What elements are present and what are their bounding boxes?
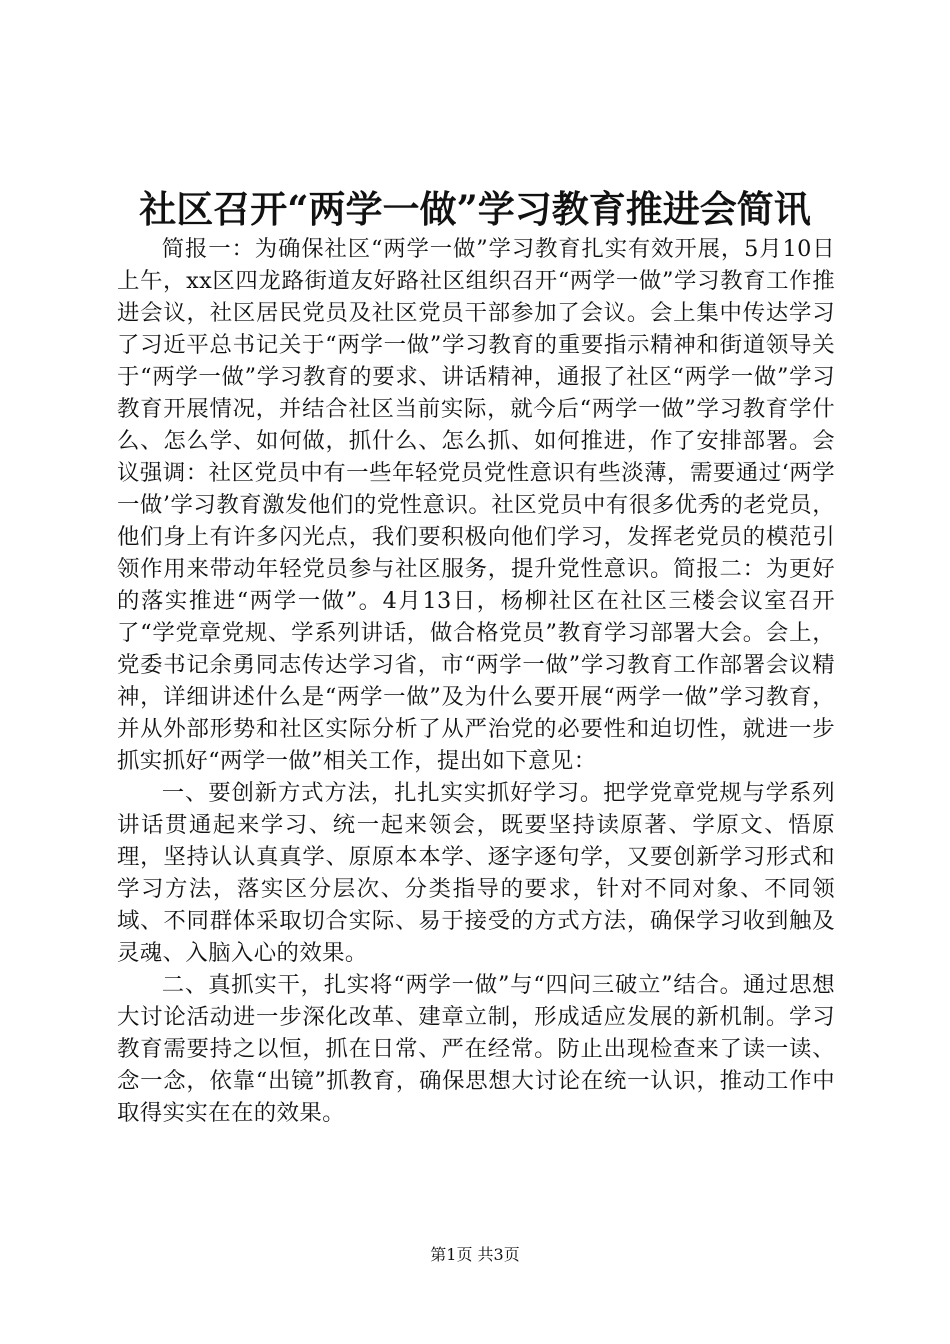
document-title: 社区召开“两学一做”学习教育推进会简讯 [139,187,811,231]
paragraph-point-one: 一、要创新方式方法，扎扎实实抓好学习。把学党章党规与学系列讲话贯通起来学习、统一起来领会，既要坚持读原著、学原文、悟原理，坚持认认真真学、原原本本学、逐字逐句学，又要创新学习形式和学习方法，落实区分层次、分类指导的要求，针对不同对象、不同领域、不同群体采取切合实际、易于接受的方式方法，确保学习收到触及灵魂、入脑入心的效果。 [117,780,835,966]
page-number: 第1页 共3页 [430,1245,520,1264]
paragraph-point-two: 二、真抓实干，扎实将“两学一做”与“四问三破立”结合。通过思想大讨论活动进一步深化改革、建章立制，形成适应发展的新机制。学习教育需要持之以恒，抓在日常、严在经常。防止出现检查来了读一读、念一念，依靠“出镜”抓教育，确保思想大讨论在统一认识，推动工作中取得实实在在的效果。 [117,972,835,1126]
paragraph-briefing: 简报一：为确保社区“两学一做”学习教育扎实有效开展，5月10日上午，xx区四龙路街道友好路社区组织召开“两学一做”学习教育工作推进会议，社区居民党员及社区党员干部参加了会议。会上集中传达学习了习近平总书记关于“两学一做”学习教育的重要指示精神和街道领导关于“两学一做”学习教育的要求、讲话精神，通报了社区“两学一做”学习教育开展情况，并结合社区当前实际，就今后“两学一做”学习教育学什么、怎么学、如何做，抓什么、怎么抓、如何推进，作了安排部署。会议强调：社区党员中有一些年轻党员党性意识有些淡薄，需要通过‘两学一做’学习教育激发他们的党性意识。社区党员中有很多优秀的老党员，他们身上有许多闪光点，我们要积极向他们学习，发挥老党员的模范引领作用来带动年轻党员参与社区服务，提升党性意识。简报二：为更好的落实推进“两学一做”。4月13日，杨柳社区在社区三楼会议室召开了“学党章党规、学系列讲话，做合格党员”教育学习部署大会。会上，党委书记余勇同志传达学习省，市“两学一做”学习教育工作部署会议精神，详细讲述什么是“两学一做”及为什么要开展“两学一做”学习教育，并从外部形势和社区实际分析了从严治党的必要性和迫切性，就进一步抓实抓好“两学一做”相关工作，提出如下意见： [117,236,835,774]
document-body [117,233,835,1129]
